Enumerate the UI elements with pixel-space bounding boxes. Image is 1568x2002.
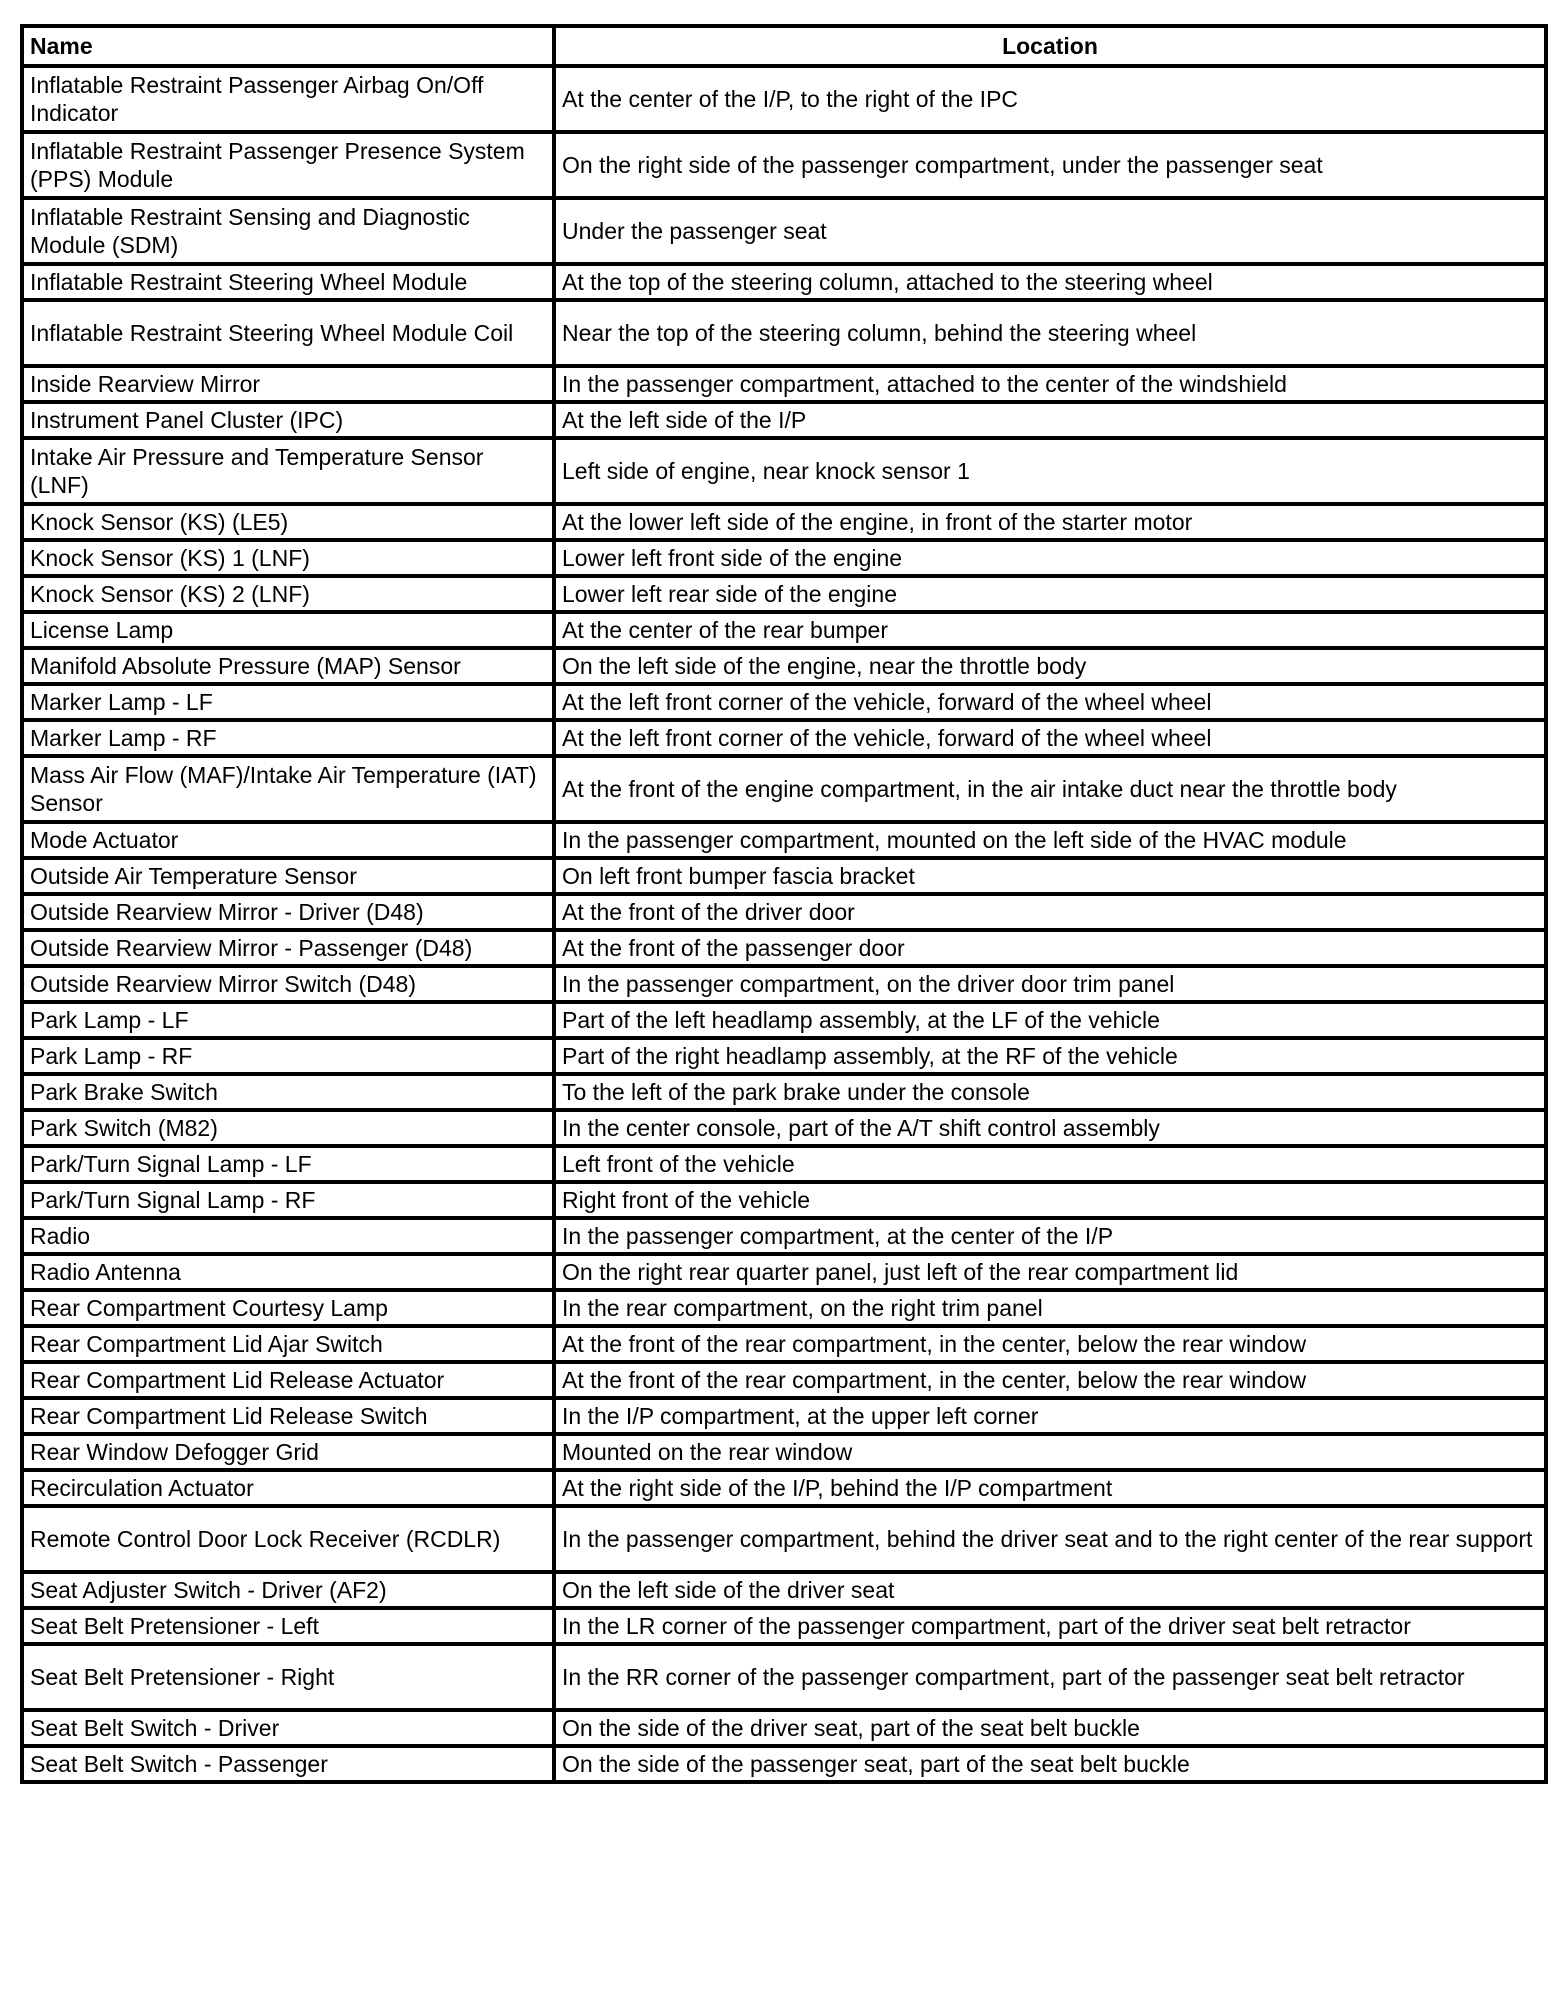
column-header-location: Location xyxy=(554,26,1546,66)
cell-location: In the I/P compartment, at the upper left corner xyxy=(554,1398,1546,1434)
table-row xyxy=(22,1038,1546,1074)
cell-name: Seat Belt Pretensioner - Right xyxy=(22,1644,554,1710)
table-row xyxy=(22,720,1546,756)
cell-name: Marker Lamp - LF xyxy=(22,684,554,720)
cell-location: Lower left front side of the engine xyxy=(554,540,1546,576)
cell-name: Mass Air Flow (MAF)/Intake Air Temperature (IAT) Sensor xyxy=(22,756,554,822)
table-row xyxy=(22,438,1546,504)
cell-location: At the left front corner of the vehicle, forward of the wheel wheel xyxy=(554,684,1546,720)
table-row xyxy=(22,1326,1546,1362)
table-row xyxy=(22,366,1546,402)
cell-location: In the LR corner of the passenger compartment, part of the driver seat belt retractor xyxy=(554,1608,1546,1644)
table-row xyxy=(22,1398,1546,1434)
table-row xyxy=(22,930,1546,966)
table-row xyxy=(22,66,1546,132)
cell-name: Inflatable Restraint Passenger Presence System (PPS) Module xyxy=(22,132,554,198)
cell-name: Knock Sensor (KS) 2 (LNF) xyxy=(22,576,554,612)
cell-location: In the center console, part of the A/T shift control assembly xyxy=(554,1110,1546,1146)
table-row xyxy=(22,858,1546,894)
table-row xyxy=(22,198,1546,264)
cell-location: On the right rear quarter panel, just left of the rear compartment lid xyxy=(554,1254,1546,1290)
cell-name: Seat Belt Switch - Driver xyxy=(22,1710,554,1746)
cell-name: Outside Rearview Mirror Switch (D48) xyxy=(22,966,554,1002)
cell-location: Left front of the vehicle xyxy=(554,1146,1546,1182)
cell-name: Seat Adjuster Switch - Driver (AF2) xyxy=(22,1572,554,1608)
cell-name: Inflatable Restraint Passenger Airbag On/Off Indicator xyxy=(22,66,554,132)
table-row xyxy=(22,1710,1546,1746)
cell-name: Outside Rearview Mirror - Driver (D48) xyxy=(22,894,554,930)
cell-location: At the front of the passenger door xyxy=(554,930,1546,966)
cell-location: Under the passenger seat xyxy=(554,198,1546,264)
table-row xyxy=(22,756,1546,822)
table-row xyxy=(22,1002,1546,1038)
table-row xyxy=(22,1746,1546,1782)
cell-location: Near the top of the steering column, behind the steering wheel xyxy=(554,300,1546,366)
cell-location: In the passenger compartment, mounted on the left side of the HVAC module xyxy=(554,822,1546,858)
cell-name: Inflatable Restraint Steering Wheel Module xyxy=(22,264,554,300)
cell-location: On the left side of the engine, near the throttle body xyxy=(554,648,1546,684)
cell-location: At the front of the rear compartment, in the center, below the rear window xyxy=(554,1362,1546,1398)
table-row xyxy=(22,894,1546,930)
table-row xyxy=(22,1644,1546,1710)
cell-name: License Lamp xyxy=(22,612,554,648)
cell-location: Part of the left headlamp assembly, at the LF of the vehicle xyxy=(554,1002,1546,1038)
cell-location: On the side of the driver seat, part of the seat belt buckle xyxy=(554,1710,1546,1746)
table-row xyxy=(22,576,1546,612)
table-row xyxy=(22,1572,1546,1608)
table-row xyxy=(22,1608,1546,1644)
cell-location: In the rear compartment, on the right trim panel xyxy=(554,1290,1546,1326)
table-row xyxy=(22,966,1546,1002)
cell-location: Right front of the vehicle xyxy=(554,1182,1546,1218)
cell-location: Part of the right headlamp assembly, at the RF of the vehicle xyxy=(554,1038,1546,1074)
cell-location: On left front bumper fascia bracket xyxy=(554,858,1546,894)
cell-location: In the RR corner of the passenger compartment, part of the passenger seat belt retractor xyxy=(554,1644,1546,1710)
cell-location: At the center of the rear bumper xyxy=(554,612,1546,648)
table-row xyxy=(22,822,1546,858)
cell-name: Radio Antenna xyxy=(22,1254,554,1290)
table-row xyxy=(22,1434,1546,1470)
table-row xyxy=(22,1182,1546,1218)
table-row xyxy=(22,402,1546,438)
cell-name: Radio xyxy=(22,1218,554,1254)
table-row xyxy=(22,684,1546,720)
cell-name: Seat Belt Pretensioner - Left xyxy=(22,1608,554,1644)
cell-location: At the top of the steering column, attached to the steering wheel xyxy=(554,264,1546,300)
cell-location: On the left side of the driver seat xyxy=(554,1572,1546,1608)
cell-name: Park Brake Switch xyxy=(22,1074,554,1110)
cell-location: On the side of the passenger seat, part of the seat belt buckle xyxy=(554,1746,1546,1782)
cell-name: Outside Air Temperature Sensor xyxy=(22,858,554,894)
column-header-name: Name xyxy=(22,26,554,66)
table-row xyxy=(22,540,1546,576)
table-row xyxy=(22,1470,1546,1506)
table-row xyxy=(22,264,1546,300)
table-row xyxy=(22,612,1546,648)
cell-location: In the passenger compartment, on the driver door trim panel xyxy=(554,966,1546,1002)
table-row xyxy=(22,1362,1546,1398)
cell-location: Lower left rear side of the engine xyxy=(554,576,1546,612)
cell-name: Park Lamp - RF xyxy=(22,1038,554,1074)
cell-name: Rear Compartment Courtesy Lamp xyxy=(22,1290,554,1326)
cell-name: Rear Compartment Lid Release Switch xyxy=(22,1398,554,1434)
cell-name: Mode Actuator xyxy=(22,822,554,858)
cell-location: At the front of the rear compartment, in the center, below the rear window xyxy=(554,1326,1546,1362)
cell-location: In the passenger compartment, at the center of the I/P xyxy=(554,1218,1546,1254)
cell-name: Rear Compartment Lid Ajar Switch xyxy=(22,1326,554,1362)
cell-location: At the right side of the I/P, behind the I/P compartment xyxy=(554,1470,1546,1506)
cell-name: Manifold Absolute Pressure (MAP) Sensor xyxy=(22,648,554,684)
cell-name: Rear Compartment Lid Release Actuator xyxy=(22,1362,554,1398)
cell-name: Intake Air Pressure and Temperature Sensor (LNF) xyxy=(22,438,554,504)
cell-name: Knock Sensor (KS) 1 (LNF) xyxy=(22,540,554,576)
cell-location: To the left of the park brake under the console xyxy=(554,1074,1546,1110)
table-row xyxy=(22,1110,1546,1146)
cell-location: At the front of the engine compartment, in the air intake duct near the throttle body xyxy=(554,756,1546,822)
table-row xyxy=(22,504,1546,540)
cell-name: Park Switch (M82) xyxy=(22,1110,554,1146)
cell-name: Inflatable Restraint Sensing and Diagnostic Module (SDM) xyxy=(22,198,554,264)
cell-location: At the left front corner of the vehicle, forward of the wheel wheel xyxy=(554,720,1546,756)
cell-name: Park/Turn Signal Lamp - LF xyxy=(22,1146,554,1182)
cell-location: On the right side of the passenger compartment, under the passenger seat xyxy=(554,132,1546,198)
cell-name: Knock Sensor (KS) (LE5) xyxy=(22,504,554,540)
table-row xyxy=(22,1254,1546,1290)
cell-name: Inflatable Restraint Steering Wheel Module Coil xyxy=(22,300,554,366)
cell-name: Outside Rearview Mirror - Passenger (D48) xyxy=(22,930,554,966)
table-row xyxy=(22,1074,1546,1110)
cell-location: Mounted on the rear window xyxy=(554,1434,1546,1470)
table-body xyxy=(22,66,1546,1782)
table-row xyxy=(22,1218,1546,1254)
cell-location: At the front of the driver door xyxy=(554,894,1546,930)
cell-location: At the lower left side of the engine, in front of the starter motor xyxy=(554,504,1546,540)
cell-name: Remote Control Door Lock Receiver (RCDLR) xyxy=(22,1506,554,1572)
table-row xyxy=(22,300,1546,366)
table-row xyxy=(22,1290,1546,1326)
cell-name: Park Lamp - LF xyxy=(22,1002,554,1038)
header-row xyxy=(22,26,1546,66)
cell-location: At the left side of the I/P xyxy=(554,402,1546,438)
cell-name: Park/Turn Signal Lamp - RF xyxy=(22,1182,554,1218)
component-locator-table xyxy=(20,24,1548,1784)
table-row xyxy=(22,1146,1546,1182)
cell-name: Recirculation Actuator xyxy=(22,1470,554,1506)
cell-name: Instrument Panel Cluster (IPC) xyxy=(22,402,554,438)
cell-name: Inside Rearview Mirror xyxy=(22,366,554,402)
table-row xyxy=(22,132,1546,198)
table-row xyxy=(22,1506,1546,1572)
table-row xyxy=(22,648,1546,684)
cell-location: At the center of the I/P, to the right of the IPC xyxy=(554,66,1546,132)
cell-name: Marker Lamp - RF xyxy=(22,720,554,756)
table-header xyxy=(22,26,1546,66)
cell-name: Rear Window Defogger Grid xyxy=(22,1434,554,1470)
cell-location: In the passenger compartment, behind the driver seat and to the right center of the rear support xyxy=(554,1506,1546,1572)
cell-location: Left side of engine, near knock sensor 1 xyxy=(554,438,1546,504)
cell-name: Seat Belt Switch - Passenger xyxy=(22,1746,554,1782)
cell-location: In the passenger compartment, attached to the center of the windshield xyxy=(554,366,1546,402)
